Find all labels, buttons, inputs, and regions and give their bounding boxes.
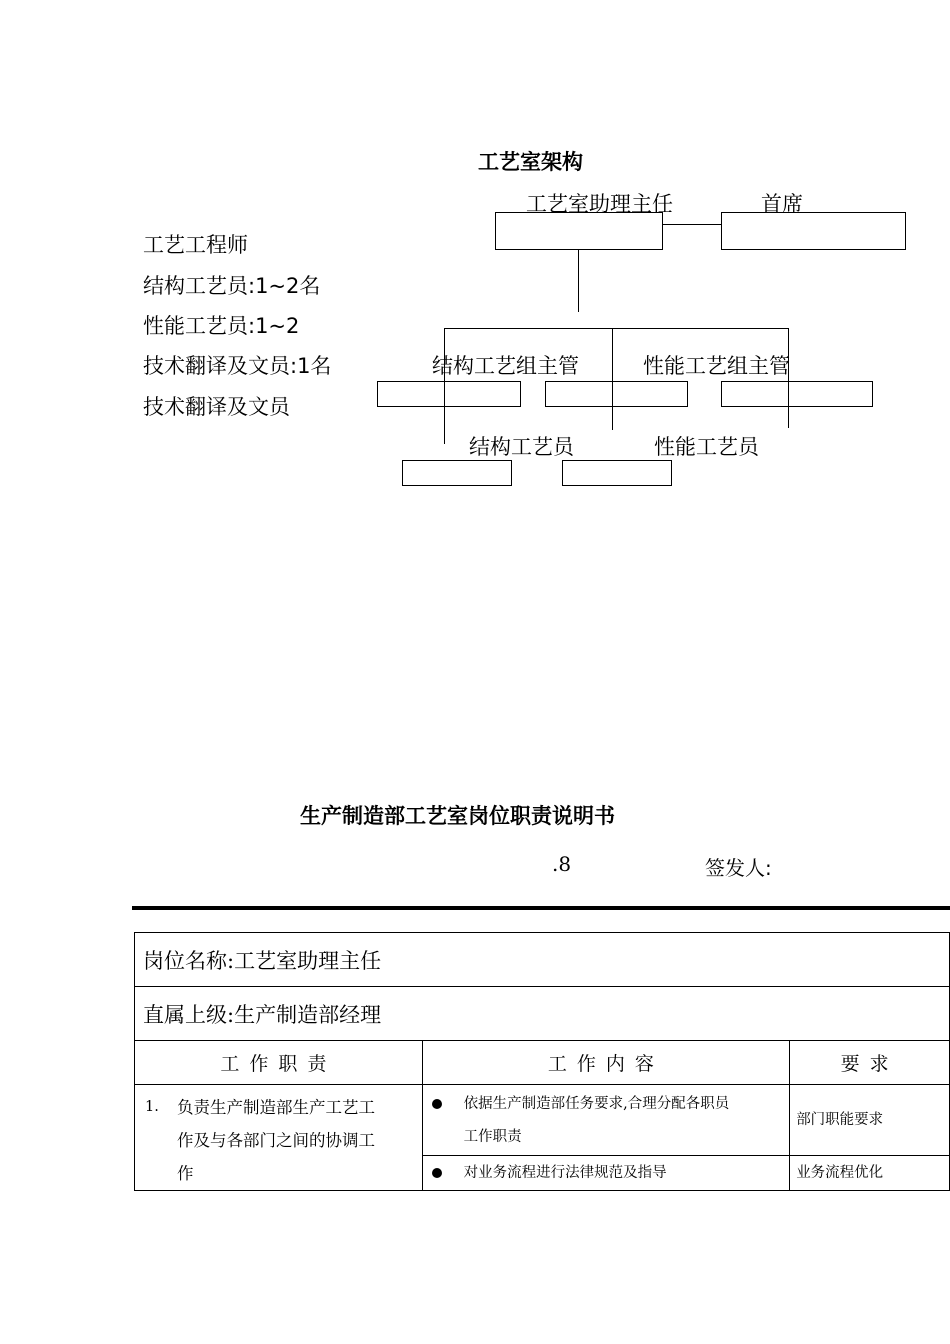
structure-staff-label: 结构工艺员 — [469, 435, 574, 459]
duty-text-line: 负责生产制造部生产工艺工 — [177, 1098, 375, 1117]
connector-line — [663, 224, 721, 225]
content-cell — [422, 1156, 790, 1191]
requirement-cell: 部门职能要求 — [790, 1085, 950, 1156]
structure-lead-label: 结构工艺组主管 — [432, 354, 579, 378]
left-list-item: 技术翻译及文员:1名 — [143, 354, 332, 378]
header-requirement: 要求 — [790, 1041, 950, 1085]
duty-cell — [135, 1085, 423, 1191]
performance-lead-label: 性能工艺组主管 — [643, 354, 790, 378]
bullet-icon — [423, 1088, 464, 1121]
date-fragment: .8 — [552, 852, 572, 876]
org-chart-title: 工艺室架构 — [478, 150, 583, 174]
duty-number: 1. — [145, 1099, 159, 1115]
content-cell — [422, 1085, 790, 1156]
org-box — [562, 460, 672, 486]
org-box — [377, 381, 521, 407]
duty-text-line: 作及与各部门之间的协调工 — [177, 1131, 375, 1150]
requirement-cell: 业务流程优化 — [790, 1156, 950, 1191]
content-line: 对业务流程进行法律规范及指导 — [463, 1165, 667, 1182]
content-line: 工作职责 — [463, 1129, 522, 1146]
duty-table — [134, 932, 950, 1191]
connector-line — [444, 328, 789, 329]
header-content: 工作内容 — [422, 1041, 790, 1085]
issuer-label: 签发人: — [705, 856, 772, 880]
chief-label: 首席 — [761, 192, 803, 216]
org-box — [721, 381, 873, 407]
left-list-item: 性能工艺员:1~2 — [143, 314, 300, 338]
chief-box — [721, 212, 906, 250]
header-duty: 工作职责 — [135, 1041, 423, 1085]
duty-text-line: 作 — [177, 1164, 194, 1183]
left-list-item: 结构工艺员:1~2名 — [143, 274, 321, 298]
org-box — [402, 460, 512, 486]
performance-staff-label: 性能工艺员 — [654, 435, 759, 459]
left-list-item: 工艺工程师 — [143, 233, 248, 257]
duty-item — [145, 1091, 416, 1190]
document-title: 生产制造部工艺室岗位职责说明书 — [300, 804, 615, 828]
position-name: 岗位名称:工艺室助理主任 — [135, 933, 950, 987]
connector-line — [612, 328, 613, 430]
assistant-director-label: 工艺室助理主任 — [526, 192, 673, 216]
divider — [132, 906, 950, 910]
org-box — [545, 381, 688, 407]
content-item — [423, 1086, 790, 1154]
content-line: 依据生产制造部任务要求,合理分配各职员 — [463, 1096, 730, 1113]
left-list-item: 技术翻译及文员 — [143, 395, 290, 419]
assistant-director-box — [495, 212, 663, 250]
content-item — [423, 1158, 790, 1188]
duty-text — [177, 1091, 375, 1190]
bullet-icon — [423, 1158, 464, 1188]
connector-line — [578, 250, 579, 312]
supervisor: 直属上级:生产制造部经理 — [135, 987, 950, 1041]
